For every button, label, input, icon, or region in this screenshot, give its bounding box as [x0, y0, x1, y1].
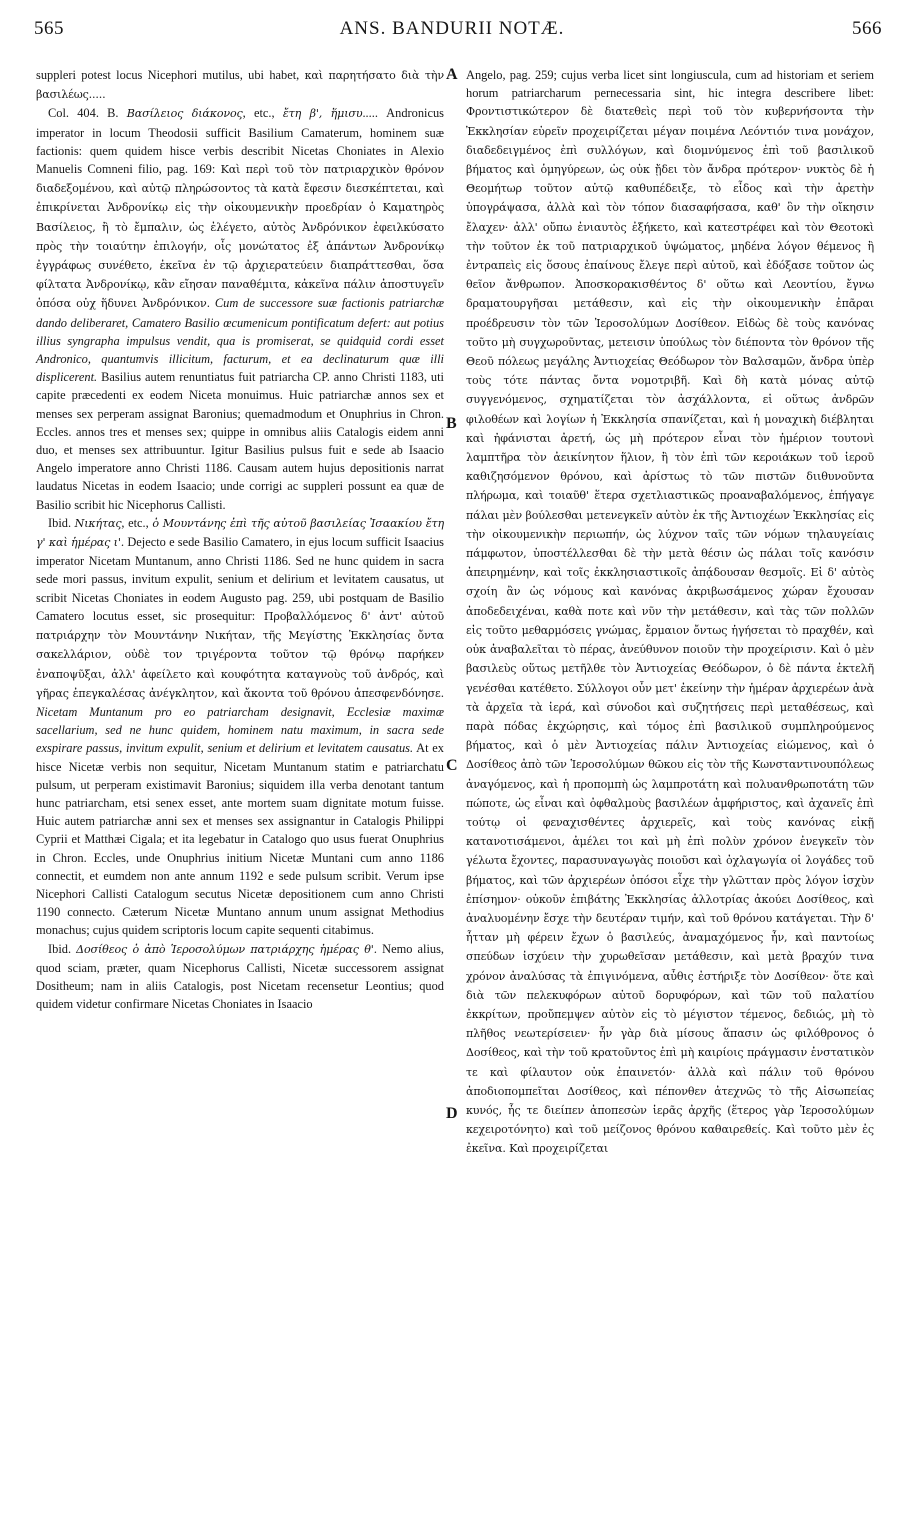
text-run: Col. 404. B.	[48, 106, 127, 121]
text-run: καὶ παρητήσατο διὰ τὴν βασιλέως.....	[36, 69, 444, 102]
paragraph	[36, 514, 444, 940]
text-run: , etc.,	[242, 106, 283, 121]
margin-marker-a: A	[446, 66, 458, 83]
text-run: ..... Andronicus imperator in locum Theodosii sufficit Basilium Camaterum, hominem suæ factionis: quem quidem hisce verbis describit Nicetas Choniates in Alexio Manuelis Comneni filio, pag. 169:	[36, 106, 444, 177]
running-title: ANS. BANDURII NOTÆ.	[339, 18, 565, 39]
margin-marker-b: B	[446, 415, 457, 432]
margin-marker-d: D	[446, 1105, 458, 1122]
text-run: Ibid.	[48, 515, 75, 530]
left-column	[36, 66, 444, 1013]
text-run: Ibid.	[48, 941, 77, 956]
page-number-left: 565	[34, 18, 64, 39]
text-run: Basilius autem renuntiatus fuit patriarcha CP. anno Christi 1183, uti capite præcedenti ex eodem Niceta monuimus. Huic patriarchæ annos sex et menses sex perperam assignat Baronius; quemadmodum et Onuphrius in Chron. Eccles. annos tres et menses sex; quippe in omnibus aliis Catalogis eidem anni duo, et menses sex attribuuntur. Igitur Basilius pulsus fuit e sede ab Isaacio Angelo imperatore anno Christi 1186. Causam autem hujus depositionis narrat laudatus Nicetas in eodem Isaacio; unde corrigi ac suppleri possunt ea quæ de Basilio scribit hic Nicephorus Callisti.	[36, 370, 444, 512]
page-header	[22, 18, 882, 46]
paragraph	[36, 940, 444, 1014]
text-run: , etc.,	[121, 515, 153, 530]
text-run: ἔτη β', ἥμισυ	[282, 107, 363, 121]
text-run: Cum de successore suæ factionis patriarchæ dando deliberaret, Camatero Basilio œcumenicum pontificatum defert: aut potius illius syngrapha impulsus vendit, qua is promiserat, se quidquid cordi esset Andronico, quantumvis illicitum, facturum, et ea declinaturum quæ illi displicerent.	[36, 296, 444, 385]
text-run: Φροντιστικώτερον δὲ διατεθεὶς περὶ τοῦ τὸν κυβερνήσοντα τὴν Ἐκκλησίαν εὑρεῖν προχειρίζεται μέγαν ποιμένα Λεόντιόν τινα μονάχον, διαδεδειγμένος ἐπὶ συλλόγων, καὶ διομνύμενος ἐπὶ τοῦ βασιλικοῦ βήματος καὶ ὁμηγύρεων, ὡς οὐκ ᾔδει τὸν ἄνδρα πρότερον· νυκτὸς δὲ ἡ Θεομήτωρ τοῦτον αὐτῷ καθυπέδειξε, τὸ εἶδος καὶ τὴν ἀρετὴν ὑπογράψασα, ἀλλὰ καὶ τὸν τόπον διασαφήσασα, καθ' ὃν τὴν οἴκησιν ἔλαχεν· ἀλλ' οὔπω ἐνιαυτὸς ἐξήκετο, καὶ κατεστρέφει καὶ τὸν Θεοτοκὶ τὴν τοῦτον ἐκ τοῦ πατριαρχικοῦ ὑψώματος, μηδένα λόγον θέμενος ἢ ἐντραπεὶς εἰς ὅσους ἐπαίνους ἔλεγε περὶ αὐτοῦ, καὶ ἐδόξασε τοῦτον ὡς θεῖον ἄνθρωπον. Ἀποσκορακισθέντος δ' οὕτω καὶ Λεοντίου, ἔγνω δραματουργῆσαι μετάθεσιν, καὶ εἰς τὴν οἰκουμενικὴν ἐπᾶραι προέδρευσιν τὸν τῶν Ἱεροσολύμων Δοσίθεον. Εἰδὼς δὲ τοὺς κανόνας τοῦτο μὴ συγχωροῦντας, μετεισιν ὑπούλως τὸν διέποντα τὸν θρόνον τῆς Θεοῦ πόλεως μεγάλης Ἀντιοχείας Θεόδωρον τὸν Βαλσαμῶν, ἄνδρα ὑπὲρ τοὺς τότε πάντας ὄντα νομοτριβῆ. Καὶ δὴ κατὰ μόνας αὐτῷ συγγενόμενος, σχηματίζεται τὸν ἀσχάλλοντα, εἰ οὕτως ἀνδρῶν φιλοθέων καὶ λογίων ἡ Ἐκκλησία σπανίζεται, καὶ ἡ μοναχικὴ διέβληται καὶ ἠφάνισται ἀρετή, ὡς μὴ πρότερον εἶναι τὸν ἡμέριον τουτονὶ λαμπτῆρα τὸν ἀεικίνητον ἥλιον, ἢ τὸν ἐπὶ τῶν κεροιάκων τοῦ ἱεροῦ καθιζησόμενον θρόνου, καὶ ἀρίστως τὸ τῶν πιστῶν διιθυνοῦντα πλήρωμα, καὶ τοιαῦθ' ἕτερα σχετλιαστικῶς προαναβαλόμενος, ἐπήγαγε πάλαι μὲν βούλεσθαι μετενεγκεῖν αὐτὸν ἐκ τῆς Ἀντιοχέων Ἐκκλησίας εἰς τὴν οἰκουμενικὴν περιωπήν, ὡς λύχνον ταῖς τῶν νόμων τηλαυγείαις πάμφωτον, ὑποστέλλεσθαι δὲ τὴν μετὰ θέσιν ὡς πάλαι τοῖς κανόσιν ἀπειρημένην, καὶ τοῖς ἐκκλησιαστικοῖς ἀπᾴδουσαν θεσμοῖς. Εἰ δ' αὐτὸς σχοίη ἂν ὡς νόμους καὶ κανόνας ἀκριβωσάμενος χώραν ἔχουσαν ἀποδεδειχέναι, καθὰ ποτε καὶ νῦν τὴν μετάθεσιν, καὶ τὰς τῶν πολλῶν εἰς τοῦτο μεθαρμόσεις γνώμας, ἔρμαιον ὄντως ἡγήσεται τὸ πραχθέν, καὶ οὐκ ἀναβαλεῖται τὸ πέρας, ἀνεύθυνον ποιοῦν τὴν προχείρισιν. Καὶ ὁ μὲν βασιλεὺς οὕτως μετῆλθε τὸν Ἀντιοχείας Θεόδωρον, ὁ δὲ πάντα ἐκτελῆ γενέσθαι κατέθετο. Σύλλογοι οὖν μετ' ἐκείνην τὴν ἡμέραν ἀρχιερέων ἀνὰ τὰ ἀρχεῖα τὰ ἱερά, καὶ σύνοδοι καὶ συζητήσεις περὶ μεταθέσεως, καὶ παρὰ πόδας ἐκχώρησις, καὶ τόμος ἐπὶ βασιλικοῦ συμπληρούμενος βήματος, καὶ ὁ μὲν Ἀντιοχείας πάλιν Ἀντιοχείας εἰώμενος, καὶ ὁ Δοσίθεος ἀπὸ τῶν Ἱεροσολύμων θῶκου εἰς τὸν τῆς Κωνσταντινουπόλεως ἀναγόμενος, καὶ ἡ προπομπὴ ὡς λαμπροτάτη καὶ πολυανθρωποτάτη τῶν πώποτε, ὡς εἶναι καὶ ὀφθαλμοὺς βασιλέων ἀμφήριστος, καὶ ἀχανεῖς ἐπὶ τούτῳ οἱ φεναχισθέντες ἀρχιερεῖς, καὶ τοὺς κανόνας εἰκῇ κατανοτισάμενοι, ἀμέλει τοι καὶ μὴ ἐπὶ πολὺν χρόνον ἐνεγκεῖν τὸν γέλωτα ἔχοντες, παρασυναγωγὰς ποιοῦσι καὶ ὀχλαγωγία οἱ λογάδες τοῦ βήματος, καὶ τῶν ἀρχιερέων ὁπόσοι εἶχε τὴν γλῶτταν πρὸς λόγον ἰσχὺν ἐπίσημον· οὐκοῦν ἐπιβάτης Ἐκκλησίας ἀλλοτρίας ἀκούει Δοσίθεος, καὶ ἀναλυομένην ἔσχε τὴν δευτέραν τιμήν, καὶ τοῦ θρόνου κατάγεται. Τὴν δ' ἧτταν μὴ φέρειν ἔχων ὁ βασιλεύς, ἀναμαχόμενος ἦν, καὶ παντοίως σπεύδων ἰσχύειν τὴν χυρωθεῖσαν μετάθεσιν, καὶ μετὰ βραχύν τινα χρόνον ἀναλύσας τὰ ἐπιγινόμενα, αὖθις ἐστήριξε τὸν Δοσίθεον· ὅτε καὶ διὰ τῶν πελεκυφόρων αὐτοῦ δορυφόρων, καὶ τῶν τοῦ παλατίου ἐκκρίτων, προὔπεμψεν αὐτὸν εἰς τὸ μέγιστον τέμενος, δεδιώς, μὴ τὸ πλῆθος νεωτερίσειεν· ἦν γὰρ διὰ μίσους ἅπασιν ὡς φιλόθρονος ὁ Δοσίθεος, καὶ τὴν τοῦ κρατοῦντος ἐπὶ μὴ καιρίοις πράγμασιν ἐνστατικὸν τε καὶ φίλαυτον οὐκ ἐπαινετόν· ἀλλὰ καὶ πάλιν τοῦ θρόνου ἀποδιοπομπεῖται Δοσίθεος, καὶ πέπονθεν ἀτεχνῶς τὸ τῆς Αἰσωπείας κυνός, ἧς τε διείπεν ἀποπεσὼν ἱερᾶς ἀρχῆς (ἕτερος γὰρ Ἱεροσολύμων κεχειροτόνητο) καὶ τοῦ μείζονος θρόνου καθαιρεθείς. Καὶ τοῦτο μὲν ἐς ἐκεῖνα. Καὶ προχειρίζεται	[466, 105, 874, 1156]
text-run: Nicetam Muntanum pro eo patriarcham designavit, Ecclesiæ maximæ sacellarium, sed ne hunc quidem, hominem natu maximum, in sacra sede exspirare passus, invitum expulit, senium et delirium et levitatem causatus.	[36, 704, 444, 756]
paragraph	[36, 66, 444, 104]
margin-marker-c: C	[446, 757, 458, 774]
right-column	[466, 66, 874, 1159]
text-run: Νικήτας	[74, 516, 122, 530]
text-run: Βασίλειος διάκονος	[126, 107, 243, 121]
paragraph	[36, 104, 444, 513]
text-run: At ex hisce Nicetæ verbis non sequitur, Nicetam Muntanum statim e patriarchatu pulsum, ut perperam existimavit Baronius; siquidem illa verba denotant tantum hunc patriarcham, etsi senex esset, ante mortem suam dignitate motum fuisse. Huic autem patriarchæ anni sex et menses sex assignantur in Catalogis Philippi Cyprii et Matthæi Cigala; et ita legebatur in Catalogo quo usus fuerat Onuphrius in Chron. Eccles, unde Onuphrius initium Nicetæ Muntani cum anno 1186 connectit, et eumdem non ante annum 1192 e sede pulsum scribit. Verum ipse Nicephori Callisti Catalogum secutus Nicetæ depositionem cum anno Christi 1190 connecto. Cæterum Nicetæ Muntano annum unum assignat Methodius monachus; cujus quidem scriptoris locum capite sequenti citabimus.	[36, 741, 444, 938]
text-run: ὁ Μουντάνης ἐπὶ τῆς αὐτοῦ βασιλείας Ἰσαακίου ἔτη γ' καὶ ἡμέρας ι'.	[36, 516, 445, 550]
text-run: suppleri potest locus Nicephori mutilus, ubi habet,	[36, 68, 305, 82]
text-run: Nemo alius, quod sciam, præter, quam Nicephorus Callisti, Nicetæ successorem assignat Dositheum; nam in aliis Catalogis, post Nicetam recensetur Leontius; quod quidem videtur confirmare Nicetas Choniates in Isaacio	[36, 941, 445, 1012]
page-number-right: 566	[852, 18, 882, 39]
text-run: Προβαλλόμενος δ' ἀντ' αὐτοῦ πατριάρχην τὸν Μουντάνην Νικήταν, τῆς Μεγίστης Ἐκκλησίας ὄντα σακελλάριον, οὐδὲ τον τριγέροντα τοῦτον τῷ θρόνῳ παρήκεν ἐναποψῦξαι, ἀλλ' ἀφείλετο καὶ κουφότητα καταγνοὺς τοῦ ἀνδρός, καὶ γῆρας ἐπεγκαλέσας ἀνέγκλητον, καὶ ἄκοντα τοῦ θρόνου ἀπεσφενδόνησε.	[36, 609, 444, 700]
text-run: Angelo, pag. 259; cujus verba licet sint longiuscula, cum ad historiam et seriem horum patriarcharum pernecessaria sint, hic integra describere libet:	[466, 68, 874, 101]
text-run: Καὶ περὶ τοῦ τὸν πατριαρχικὸν θρόνον διαδεξομένου, καὶ αὐτῷ πληρώσοντος τὰ κατὰ ἔφεσιν διεσκέπτεται, καὶ ἐπικρίνεται Ἀνδρονίκῳ εἰς τὴν οἰκουμενικὴν προεδρίαν ὁ Καματηρὸς Βασίλειος, ἢ τὸ ἔμπαλιν, ὡς ἐλέγετο, αὐτὸς Ἀνδρόνικον ἐφειλκύσατο πρὸς τὴν τοιαύτην ἐπιλογήν, οἷς μονώτατος ἐξ ἁπάντων Ἀνδρονίκῳ ἐγγράφως συνέθετο, ἐκεῖνα ἐν τῷ ἀρχιερατεύειν διαπράττεσθαι, ὅσα φίλτατα Ἀνδρονίκῳ, κἂν εἴησαν παναθέμιτα, κἀκεῖνα πάλιν ἀποστυγεῖν ὁπόσα οὐχ ἥδυνει Ἀνδρόνικον.	[36, 163, 444, 311]
text-run: Dejecto e sede Basilio Camatero, in ejus locum sufficit Isaacius imperator Nicetam Muntanum, anno Christi 1186. Sed ne hunc quidem in sacra sede mori passus, invitum expulit, senium et delirium et levitatem causatus, ut scribit Nicetas Choniates in eodem Augusto pag. 259, ubi postquam de Basilio Camatero locutus esset, sic prosequitur:	[36, 535, 444, 623]
paragraph	[466, 66, 874, 1159]
text-run: Δοσίθεος ὁ ἀπὸ Ἱεροσολύμων πατριάρχης ἡμέρας θ'.	[76, 942, 378, 956]
